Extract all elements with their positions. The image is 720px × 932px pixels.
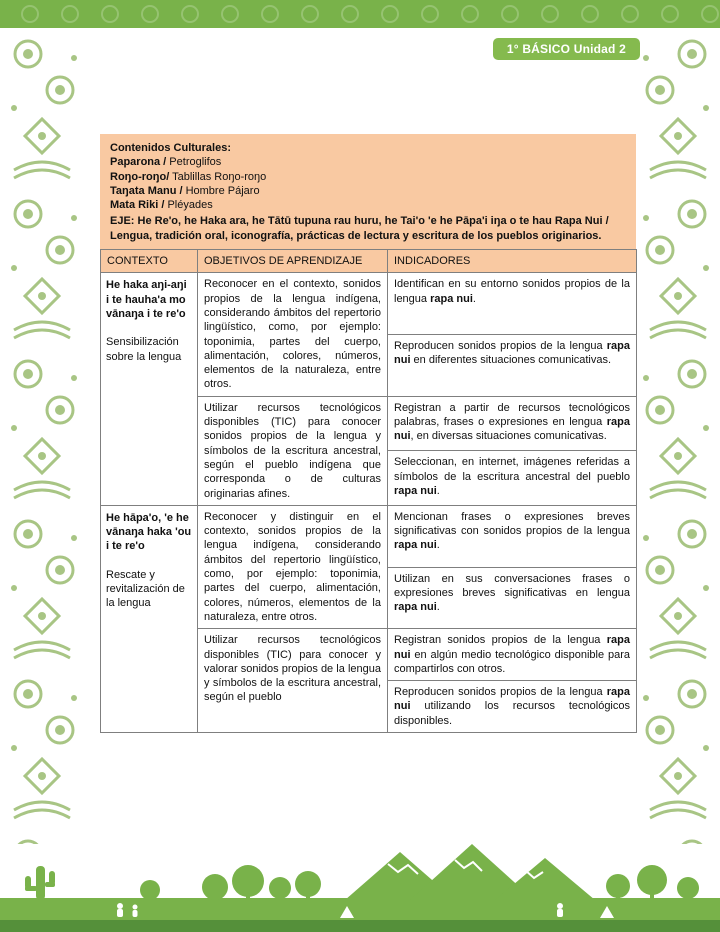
eje-statement: EJE: He Re'o, he Haka ara, he Tātū tupuna rau huru, he Tai'o 'e he Pāpa'i iŋa o te hau Rapa Nui / Lengua, tradición oral, iconografía, prácticas de lectura y escritura de los pueblos originarios.: [110, 215, 609, 242]
main-content: [100, 134, 636, 733]
side-border-left: [0, 28, 88, 844]
objective-cell-3: Reconocer y distinguir en el contexto, sonidos propios de la lengua indígena, considerando ámbitos del repertorio lingüístico, como, por ejemplo: toponimia, partes del cuerpo, alimentación, colores, números, elementos de la naturaleza, entre otros.: [198, 505, 388, 628]
indicator-cell-2: Reproducen sonidos propios de la lengua rapa nui en diferentes situaciones comunicativas.: [388, 335, 637, 397]
indicator-cell-1: Identifican en su entorno sonidos propios de la lengua rapa nui.: [388, 273, 637, 335]
cultural-item: Paparona / Petroglifos: [110, 156, 222, 169]
indicator-cell-4: Seleccionan, en internet, imágenes referidas a símbolos de la escritura ancestral del pueblo rapa nui.: [388, 451, 637, 506]
indicator-cell-6: Utilizan en sus conversaciones frases o expresiones breves significativas en lengua rapa nui.: [388, 567, 637, 629]
unit-badge: 1° BÁSICO Unidad 2: [493, 38, 640, 60]
side-border-right: [632, 28, 720, 844]
column-header-indicadores: INDICADORES: [388, 250, 637, 273]
column-header-contexto: CONTEXTO: [101, 250, 198, 273]
top-border-band: [0, 0, 720, 28]
landscape-silhouette-icon: [0, 840, 720, 932]
objective-cell-2: Utilizar recursos tecnológicos disponibles (TIC) para conocer sonidos propios de la lengua y símbolos de la escritura ancestral, según el pueblo indígena que corresponda o de culturas originarias afines.: [198, 396, 388, 505]
table-header-row: [101, 250, 637, 273]
context-cell-2: [101, 505, 198, 732]
indicator-cell-8: Reproducen sonidos propios de la lengua rapa nui utilizando los recursos tecnológicos disponibles.: [388, 681, 637, 733]
koru-pattern-icon-right: [632, 28, 720, 844]
context-subtitle: Rescate y revitalización de la lengua: [106, 568, 185, 610]
koru-pattern-icon-left: [0, 28, 88, 844]
column-header-objetivos: OBJETIVOS DE APRENDIZAJE: [198, 250, 388, 273]
context-title: He hāpa'o, 'e he vānaŋa haka 'ou i te re'o: [106, 511, 192, 553]
cultural-contents-box: [100, 134, 636, 249]
table-row: [101, 505, 637, 567]
objective-cell-1: Reconocer en el contexto, sonidos propios de la lengua indígena, considerando ámbitos del repertorio lingüístico, como, por ejemplo: toponimia, partes del cuerpo, alimentación, colores, números, elementos de la naturaleza, entre otros.: [198, 273, 388, 396]
top-border-pattern-icon: [0, 0, 720, 28]
cultural-contents-title: Contenidos Culturales:: [110, 142, 232, 154]
context-subtitle: Sensibilización sobre la lengua: [106, 336, 182, 363]
indicator-cell-7: Registran sonidos propios de la lengua rapa nui en algún medio tecnológico disponible para compartirlos con otros.: [388, 629, 637, 681]
context-title: He haka aŋi-aŋi i te hauha'a mo vānaŋa i te re'o: [106, 279, 187, 320]
indicator-cell-3: Registran a partir de recursos tecnológicos palabras, frases o expresiones en lengua rapa nui, en diversas situaciones comunicativas.: [388, 396, 637, 451]
indicator-cell-5: Mencionan frases o expresiones breves significativas con sonidos propios de la lengua rapa nui.: [388, 505, 637, 567]
context-cell-1: [101, 273, 198, 505]
cultural-item: Roŋo-roŋo/ Tablillas Roŋo-roŋo: [110, 170, 267, 183]
objective-cell-4: Utilizar recursos tecnológicos disponibles (TIC) para conocer y valorar sonidos propios de la lengua y símbolos de la escritura ancestral, según el pueblo: [198, 629, 388, 733]
cultural-item: Taŋata Manu / Hombre Pájaro: [110, 184, 260, 197]
footer-band: [0, 840, 720, 932]
cultural-item: Mata Riki / Pléyades: [110, 199, 213, 212]
table-row: [101, 273, 637, 335]
curriculum-table: [100, 249, 637, 733]
